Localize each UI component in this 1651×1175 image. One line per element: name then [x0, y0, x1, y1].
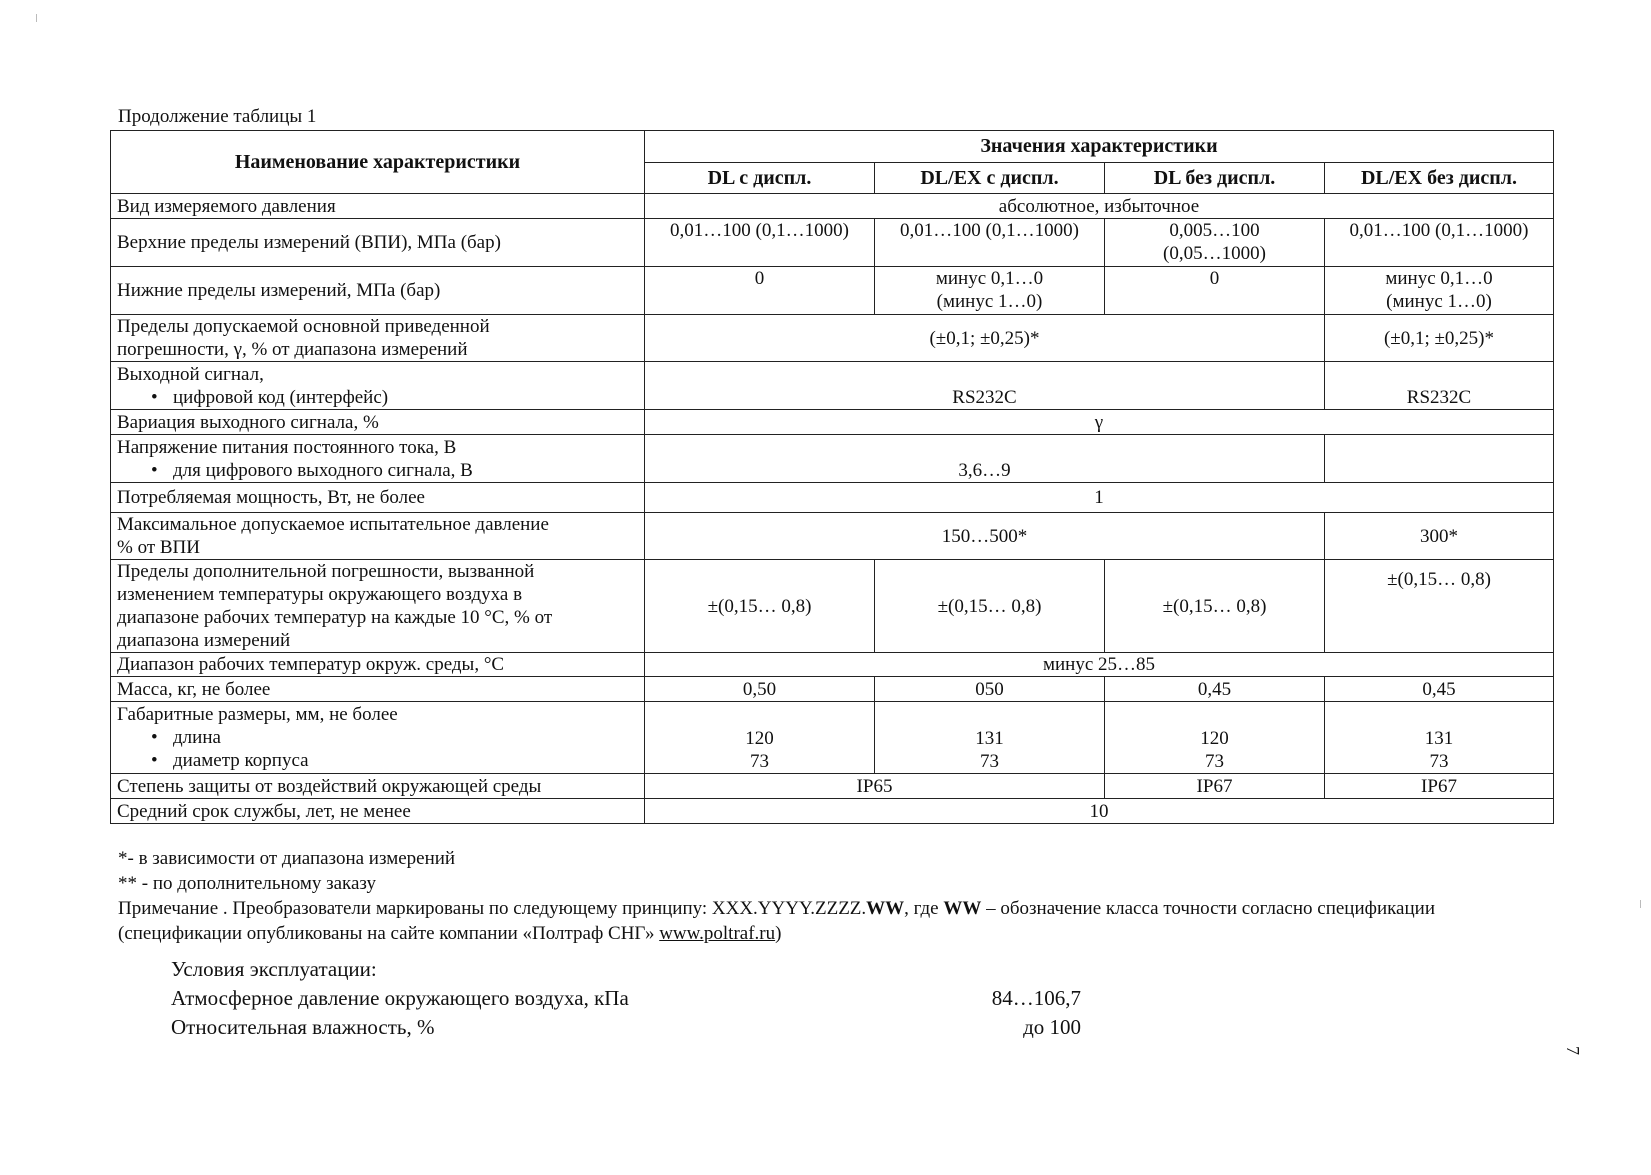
table-row [111, 702, 1554, 774]
row-value [875, 702, 1105, 774]
row-value [1105, 219, 1325, 267]
name-line: Максимальное допускаемое испытательное давление [117, 514, 549, 535]
name-line: диапазоне рабочих температур на каждые 10 °С, % от [117, 607, 553, 628]
name-line: Напряжение питания постоянного тока, В [117, 436, 457, 458]
row-value [1325, 267, 1554, 315]
row-name [111, 362, 645, 410]
table-row [111, 410, 1554, 435]
value-line: (0,05…1000) [1163, 243, 1266, 264]
row-value: 0 [1105, 267, 1325, 315]
diameter-value: 73 [750, 751, 769, 772]
row-name [111, 435, 645, 483]
page-number: 7 [1563, 1046, 1583, 1055]
condition-label: Атмосферное давление окружающего воздуха, кПа [171, 986, 629, 1010]
row-value [875, 267, 1105, 315]
row-name: Диапазон рабочих температур окруж. среды, °С [111, 653, 645, 677]
table-row [111, 774, 1554, 799]
name-line: Пределы допускаемой основной приведенной [117, 316, 490, 337]
row-value [645, 702, 875, 774]
row-value: 0,01…100 (0,1…1000) [645, 219, 875, 267]
condition-value: 84…106,7 [991, 986, 1081, 1010]
bullet-item: • диаметр корпуса [117, 749, 640, 772]
row-value: минус 25…85 [645, 653, 1554, 677]
header-variant-dlex-display: DL/EX с диспл. [875, 163, 1105, 194]
row-value [1325, 702, 1554, 774]
length-value: 131 [1424, 728, 1454, 749]
header-values-group: Значения характеристики [645, 131, 1554, 163]
table-row [111, 435, 1554, 483]
remark-text: – обозначение класса точности согласно спецификации (спецификации опубликованы на сайте компании «Полтраф СНГ» [118, 898, 1435, 944]
name-line: Выходной сигнал, [117, 363, 264, 385]
operating-conditions [171, 955, 1081, 1042]
remark-text: , где [904, 898, 944, 919]
row-value: 150…500* [645, 513, 1325, 560]
row-value: ±(0,15… 0,8) [645, 560, 875, 653]
remark-bold: WW [943, 898, 982, 919]
row-value: IP67 [1105, 774, 1325, 799]
table-row [111, 483, 1554, 513]
row-value: 300* [1325, 513, 1554, 560]
row-name: Вид измеряемого давления [111, 194, 645, 219]
row-name: Верхние пределы измерений (ВПИ), МПа (бар) [111, 219, 645, 267]
table-row [111, 362, 1554, 410]
row-value: 10 [645, 799, 1554, 824]
table-row [111, 653, 1554, 677]
bullet-item: • длина [117, 726, 640, 749]
row-name [111, 513, 645, 560]
value-line: минус 0,1…0 [1385, 268, 1493, 289]
row-value: 0 [645, 267, 875, 315]
name-line: Пределы дополнительной погрешности, вызванной [117, 561, 535, 582]
table-row [111, 219, 1554, 267]
diameter-value: 73 [1205, 751, 1224, 772]
condition-item [171, 984, 1081, 1013]
header-variant-dlex-nodisplay: DL/EX без диспл. [1325, 163, 1554, 194]
row-value: ±(0,15… 0,8) [875, 560, 1105, 653]
row-name [111, 702, 645, 774]
remark-bold: WW [866, 898, 905, 919]
specs-table-wrapper [110, 130, 1553, 824]
row-value-empty [1325, 435, 1554, 483]
row-value: 0,50 [645, 677, 875, 702]
specs-table [110, 130, 1554, 824]
row-value: 1 [645, 483, 1554, 513]
name-line: % от ВПИ [117, 537, 200, 558]
row-value: RS232C [1325, 362, 1554, 410]
table-row [111, 560, 1554, 653]
remark [118, 896, 1518, 946]
condition-value: до 100 [1023, 1015, 1081, 1039]
row-value: ±(0,15… 0,8) [1325, 560, 1554, 653]
row-name: Нижние пределы измерений, МПа (бар) [111, 267, 645, 315]
table-row [111, 194, 1554, 219]
row-value: 0,45 [1105, 677, 1325, 702]
remark-text: Примечание . Преобразователи маркированы по следующему принципу: XXX.YYYY.ZZZZ. [118, 898, 867, 919]
row-value: абсолютное, избыточное [645, 194, 1554, 219]
remark-text: ) [775, 923, 782, 944]
bullet-item: • для цифрового выходного сигнала, В [117, 459, 640, 482]
length-value: 131 [975, 728, 1004, 749]
row-value: ±(0,15… 0,8) [1105, 560, 1325, 653]
row-value: (±0,1; ±0,25)* [645, 315, 1325, 362]
row-name: Потребляемая мощность, Вт, не более [111, 483, 645, 513]
length-value: 120 [1200, 728, 1229, 749]
row-value: 0,45 [1325, 677, 1554, 702]
diameter-value: 73 [980, 751, 999, 772]
header-row-1 [111, 131, 1554, 163]
header-variant-dl-display: DL с диспл. [645, 163, 875, 194]
name-line: изменением температуры окружающего воздуха в [117, 584, 523, 605]
value-line: (минус 1…0) [1386, 291, 1492, 312]
length-value: 120 [745, 728, 774, 749]
table-caption: Продолжение таблицы 1 [118, 106, 317, 127]
row-value: IP67 [1325, 774, 1554, 799]
row-value: 3,6…9 [645, 435, 1325, 483]
row-value: RS232C [645, 362, 1325, 410]
conditions-title: Условия эксплуатации: [171, 957, 377, 981]
row-name: Средний срок службы, лет, не менее [111, 799, 645, 824]
value-line: (минус 1…0) [936, 291, 1043, 312]
condition-label: Относительная влажность, % [171, 1015, 435, 1039]
row-name [111, 315, 645, 362]
table-row [111, 799, 1554, 824]
row-name: Степень защиты от воздействий окружающей среды [111, 774, 645, 799]
row-name [111, 560, 645, 653]
table-row [111, 315, 1554, 362]
row-value: IP65 [645, 774, 1105, 799]
footnotes [118, 846, 1518, 946]
footnote-double-star: ** - по дополнительному заказу [118, 873, 377, 894]
row-name: Вариация выходного сигнала, % [111, 410, 645, 435]
name-line: Габаритные размеры, мм, не более [117, 704, 398, 725]
value-line: 0,005…100 [1169, 220, 1260, 241]
row-value [1105, 702, 1325, 774]
header-variant-dl-nodisplay: DL без диспл. [1105, 163, 1325, 194]
bullet-item: • цифровой код (интерфейс) [117, 386, 640, 409]
row-value: 050 [875, 677, 1105, 702]
table-row [111, 267, 1554, 315]
row-value: γ [645, 410, 1554, 435]
condition-item [171, 1013, 1081, 1042]
row-value: (±0,1; ±0,25)* [1325, 315, 1554, 362]
row-value: 0,01…100 (0,1…1000) [1325, 219, 1554, 267]
row-name: Масса, кг, не более [111, 677, 645, 702]
table-row [111, 677, 1554, 702]
value-line: минус 0,1…0 [935, 268, 1044, 289]
table-row [111, 513, 1554, 560]
header-name-col: Наименование характеристики [111, 131, 645, 194]
website-link[interactable]: www.poltraf.ru [659, 923, 776, 944]
footnote-star: *- в зависимости от диапазона измерений [118, 848, 456, 869]
row-value: 0,01…100 (0,1…1000) [875, 219, 1105, 267]
diameter-value: 73 [1429, 751, 1449, 772]
name-line: диапазона измерений [117, 630, 291, 651]
name-line: погрешности, γ, % от диапазона измерений [117, 339, 468, 360]
